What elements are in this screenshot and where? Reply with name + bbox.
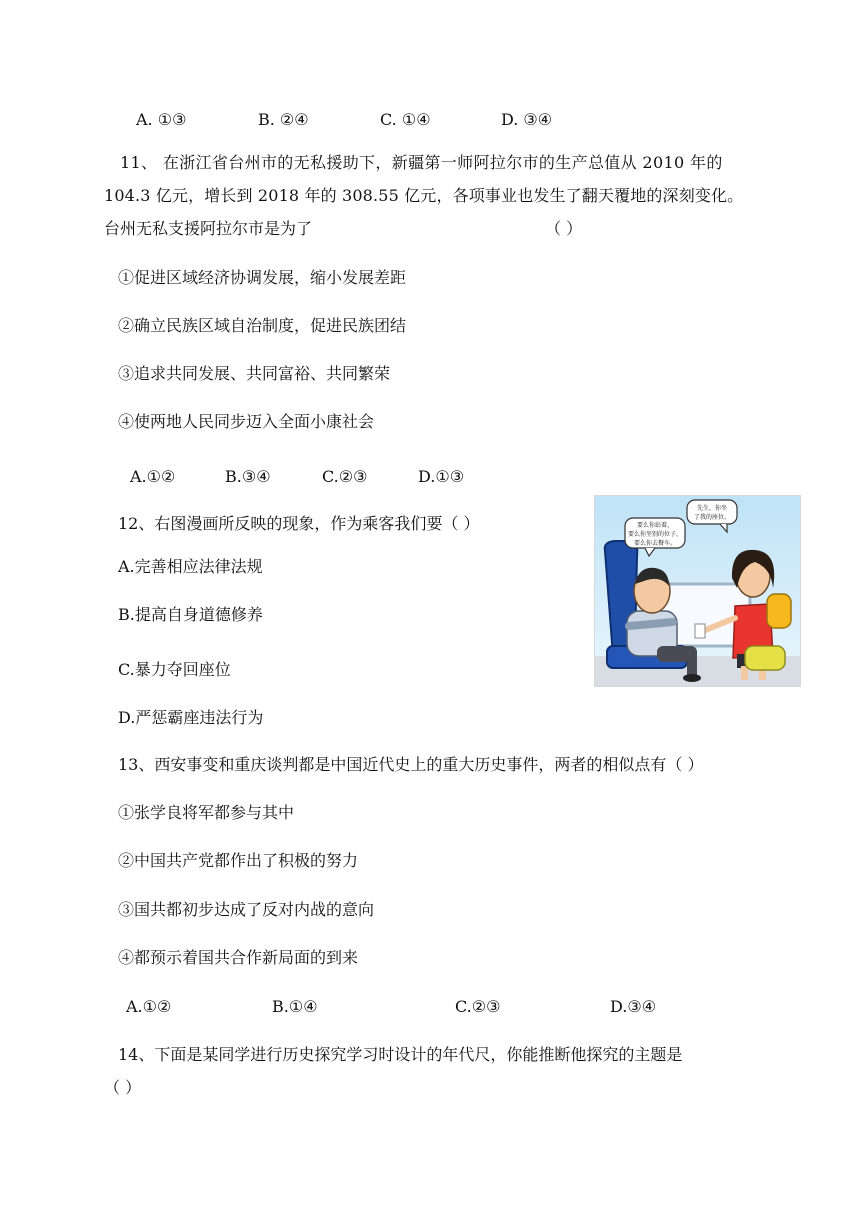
q14-answer-blank[interactable]: （ ） [104, 1078, 142, 1097]
q10-option-a[interactable]: A. ①③ [136, 110, 187, 129]
q11-option-a[interactable]: A.①② [130, 467, 176, 486]
q13-item-4: ④都预示着国共合作新局面的到来 [118, 948, 359, 967]
q11-stem-line1: 11、 在浙江省台州市的无私援助下，新疆第一师阿拉尔市的生产总值从 2010 年的 [120, 153, 723, 172]
q11-option-d[interactable]: D.①③ [418, 467, 465, 486]
q13-option-d[interactable]: D.③④ [610, 997, 657, 1016]
q11-stem-line3: 台州无私支援阿拉尔市是为了 [104, 219, 313, 238]
q11-option-c[interactable]: C.②③ [322, 467, 368, 486]
q13-item-3: ③国共都初步达成了反对内战的意向 [118, 900, 375, 919]
q10-option-b[interactable]: B. ②④ [258, 110, 309, 129]
q11-stem-line2: 104.3 亿元，增长到 2018 年的 308.55 亿元，各项事业也发生了翻天覆地的深刻变化。 [104, 186, 744, 205]
woman-bubble-line-2: 了我的座位。 [693, 514, 731, 521]
q13-item-2: ②中国共产党都作出了积极的努力 [118, 851, 359, 870]
seat-hogging-cartoon [594, 495, 801, 687]
q12-option-b[interactable]: B.提高自身道德修养 [118, 605, 263, 624]
q13-item-1: ①张学良将军都参与其中 [118, 803, 295, 822]
q11-answer-blank[interactable]: （ ） [545, 219, 583, 238]
q12-stem: 12、右图漫画所反映的现象，作为乘客我们要（ ） [118, 514, 480, 533]
q11-item-3: ③追求共同发展、共同富裕、共同繁荣 [118, 364, 391, 383]
q10-option-c[interactable]: C. ①④ [380, 110, 431, 129]
q11-option-b[interactable]: B.③④ [225, 467, 271, 486]
q13-stem: 13、西安事变和重庆谈判都是中国近代史上的重大历史事件，两者的相似点有（ ） [118, 755, 704, 774]
q11-item-4: ④使两地人民同步迈入全面小康社会 [118, 412, 375, 431]
q11-item-1: ①促进区域经济协调发展，缩小发展差距 [118, 268, 407, 287]
man-bubble-line-1: 要么你站着， [636, 522, 674, 529]
q12-option-a[interactable]: A.完善相应法律法规 [118, 557, 263, 576]
man-bubble-line-2: 要么你坐别的位子， [627, 531, 683, 538]
q14-stem-line1: 14、下面是某同学进行历史探究学习时设计的年代尺，你能推断他探究的主题是 [118, 1045, 683, 1064]
q10-option-d[interactable]: D. ③④ [501, 110, 553, 129]
q13-option-c[interactable]: C.②③ [455, 997, 501, 1016]
q11-item-2: ②确立民族区域自治制度，促进民族团结 [118, 316, 407, 335]
man-bubble-line-3: 要么你去餐车。 [633, 540, 677, 547]
q13-option-b[interactable]: B.①④ [272, 997, 318, 1016]
woman-bubble-line-1: 先生，你坐 [696, 505, 728, 512]
q12-option-c[interactable]: C.暴力夺回座位 [118, 660, 231, 679]
q13-option-a[interactable]: A.①② [126, 997, 172, 1016]
q12-option-d[interactable]: D.严惩霸座违法行为 [118, 708, 264, 727]
